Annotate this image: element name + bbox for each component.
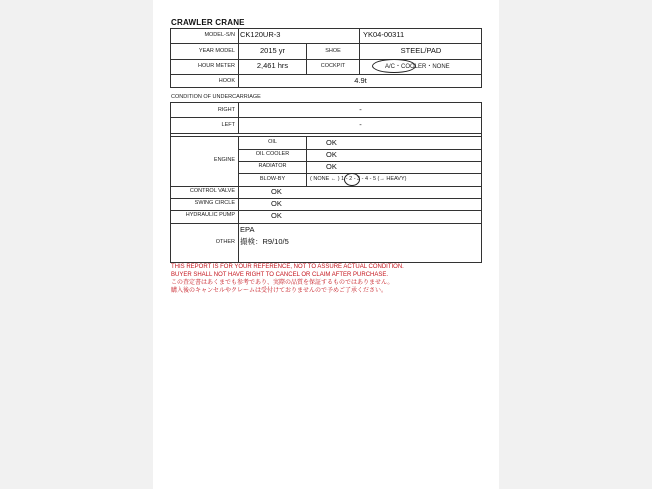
- hook-label: HOOK: [218, 78, 235, 84]
- left-label: LEFT: [221, 122, 235, 128]
- swing-circle-label: SWING CIRCLE: [194, 200, 235, 206]
- swing-circle-value: OK: [271, 199, 282, 208]
- model-label: MODEL-S/N: [204, 32, 235, 38]
- shoe-label: SHOE: [325, 48, 341, 54]
- cockpit-label: COCKPIT: [320, 63, 346, 69]
- hour-meter-label: HOUR METER: [198, 63, 235, 69]
- year-label: YEAR MODEL: [198, 48, 235, 54]
- other-label: OTHER: [215, 239, 235, 245]
- right-value: -: [359, 105, 362, 114]
- right-label: RIGHT: [217, 107, 235, 113]
- other-line-2: 撮検：R9/10/5: [240, 237, 289, 246]
- cockpit-value: A/C・COOLER・NONE: [385, 64, 450, 70]
- hydraulic-pump-value: OK: [271, 211, 282, 220]
- blowby-selection-circle: [344, 173, 360, 186]
- disclaimer-line-2: BUYER SHALL NOT HAVE RIGHT TO CANCEL OR CLAIM AFTER PURCHASE.: [171, 272, 389, 278]
- control-valve-value: OK: [271, 187, 282, 196]
- disclaimer-line-3: この査定書はあくまでも参考であり、実際の品質を保証するものではありません。: [171, 280, 394, 286]
- hook-value: 4.9t: [354, 76, 367, 85]
- hydraulic-pump-label: HYDRAULIC PUMP: [185, 212, 235, 218]
- oil-cooler-label: OIL COOLER: [255, 151, 290, 157]
- document-title: CRAWLER CRANE: [171, 18, 245, 27]
- oil-cooler-value: OK: [326, 150, 337, 159]
- blowby-scale: ( NONE ← ) 1 - 2 - 3 - 4 - 5 (→ HEAVY): [310, 176, 407, 182]
- engine-label: ENGINE: [213, 157, 235, 163]
- left-value: -: [359, 120, 362, 129]
- blowby-label: BLOW-BY: [259, 176, 286, 182]
- other-line-1: EPA: [240, 225, 255, 234]
- year-value: 2015 yr: [259, 46, 286, 55]
- shoe-value: STEEL/PAD: [400, 46, 442, 55]
- disclaimer-line-4: 購入後のキャンセルやクレームは受付けておりませんので予めご了承ください。: [171, 288, 388, 294]
- undercarriage-title: CONDITION OF UNDERCARRIAGE: [171, 94, 261, 100]
- control-valve-label: CONTROL VALVE: [189, 188, 235, 194]
- hour-meter-value: 2,461 hrs: [256, 61, 289, 70]
- oil-value: OK: [326, 138, 337, 147]
- oil-label: OIL: [268, 139, 277, 145]
- radiator-value: OK: [326, 162, 337, 171]
- serial-value: YK04-00311: [363, 30, 405, 39]
- model-value: CK120UR-3: [240, 30, 281, 39]
- radiator-label: RADIATOR: [258, 163, 287, 169]
- inspection-sheet: [153, 0, 499, 489]
- disclaimer-line-1: THIS REPORT IS FOR YOUR REFERENCE, NOT TO ASSURE ACTUAL CONDITION.: [171, 264, 404, 270]
- cockpit-selection-circle: [372, 59, 416, 73]
